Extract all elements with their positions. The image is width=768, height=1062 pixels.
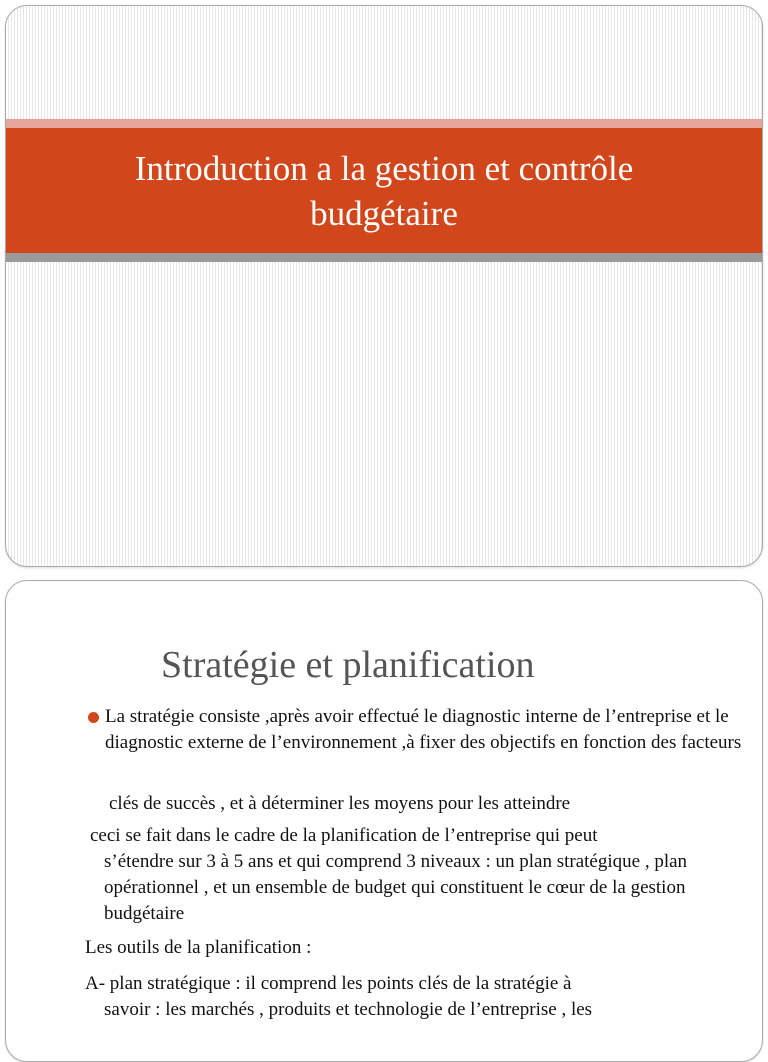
paragraph-tools: Les outils de la planification : <box>85 937 312 958</box>
paragraph-strategic-plan-rest: savoir : les marchés , produits et technologie de l’entreprise , les <box>104 999 593 1020</box>
slide-2-title: Stratégie et planification <box>161 644 535 686</box>
slide-1-title: Introduction a la gestion et contrôle budgétaire <box>134 148 634 233</box>
title-band <box>6 128 762 253</box>
slide-1 <box>5 5 763 567</box>
title-bottom-stripe <box>6 253 762 262</box>
slide-2 <box>5 580 763 1062</box>
bullet-dot-icon <box>88 712 99 723</box>
paragraph-planning-rest: s’étendre sur 3 à 5 ans et qui comprend 3 niveaux : un plan stratégique , plan opérationnel , et un ensemble de budget qui constituent le cœur de la gestion budgétaire <box>104 851 688 924</box>
title-top-stripe <box>6 119 762 128</box>
paragraph-planning-first-line: ceci se fait dans le cadre de la planification de l’entreprise qui peut <box>90 825 598 846</box>
paragraph-planning <box>90 823 730 927</box>
paragraph-success-factors: clés de succès , et à déterminer les moyens pour les atteindre <box>109 793 571 814</box>
paragraph-strategic-plan-first-line: A- plan stratégique : il comprend les points clés de la stratégie à <box>85 973 572 994</box>
paragraph-strategic-plan <box>85 971 725 1023</box>
bullet-paragraph: La stratégie consiste ,après avoir effectué le diagnostic interne de l’entreprise et le diagnostic externe de l’environnement ,à fixer des objectifs en fonction des facteurs <box>105 706 742 753</box>
